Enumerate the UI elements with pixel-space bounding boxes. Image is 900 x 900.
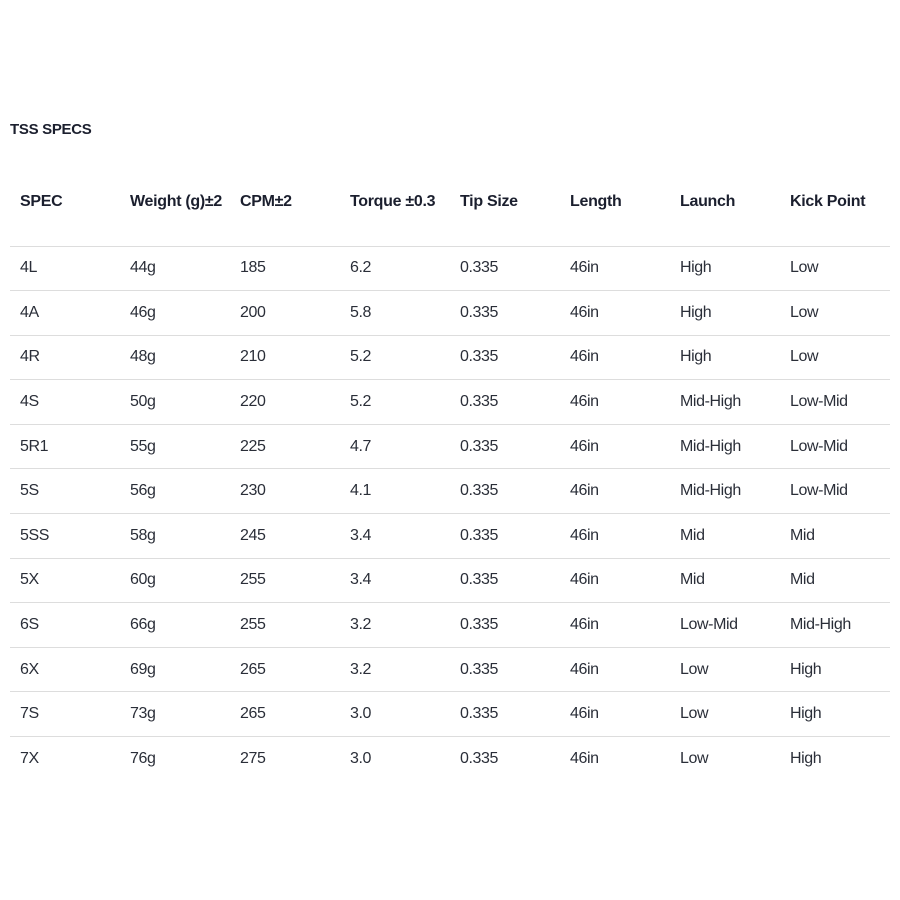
- table-row: [10, 737, 890, 782]
- table-cell: 48g: [120, 335, 230, 380]
- table-cell: 4A: [10, 291, 120, 336]
- table-cell: 225: [230, 424, 340, 469]
- table-header: [10, 178, 890, 246]
- table-cell: 4.1: [340, 469, 450, 514]
- column-header: Kick Point: [780, 178, 890, 246]
- table-cell: 5X: [10, 558, 120, 603]
- table-cell: Mid: [780, 558, 890, 603]
- table-cell: 7S: [10, 692, 120, 737]
- table-cell: 0.335: [450, 246, 560, 291]
- table-cell: Mid-High: [670, 424, 780, 469]
- table-cell: 3.0: [350, 750, 372, 768]
- table-cell: Low: [670, 647, 780, 692]
- table-cell: 0.335: [450, 514, 560, 559]
- column-header: Length: [560, 178, 670, 246]
- table-cell: 44g: [120, 246, 230, 291]
- table-cell: Mid: [780, 514, 890, 559]
- table-cell: Mid-High: [670, 469, 780, 514]
- table-row: [10, 424, 890, 469]
- table-cell: 0.335: [450, 558, 560, 603]
- table-cell: 4L: [10, 246, 120, 291]
- table-row: [10, 603, 890, 648]
- table-cell: 3.4: [340, 558, 450, 603]
- table-cell: 275: [240, 750, 266, 768]
- table-cell: Low-Mid: [780, 424, 890, 469]
- table-cell: High: [790, 750, 822, 768]
- table-cell: 255: [230, 558, 340, 603]
- table-cell: 265: [230, 647, 340, 692]
- table-row: [10, 335, 890, 380]
- table-cell: 60g: [120, 558, 230, 603]
- table-cell: 46in: [560, 692, 670, 737]
- table-cell: 46in: [560, 424, 670, 469]
- table-cell: 185: [230, 246, 340, 291]
- table-cell: 46in: [560, 603, 670, 648]
- table-cell: 230: [230, 469, 340, 514]
- table-cell: 4.7: [340, 424, 450, 469]
- table-cell: 69g: [120, 647, 230, 692]
- column-header: Launch: [670, 178, 780, 246]
- table-cell: 0.335: [450, 469, 560, 514]
- table-cell: 0.335: [450, 335, 560, 380]
- table-row: [10, 291, 890, 336]
- table-body: [10, 246, 890, 781]
- table-cell: 3.2: [340, 603, 450, 648]
- table-cell: High: [670, 246, 780, 291]
- table-cell: 0.335: [450, 380, 560, 425]
- table-cell: 5S: [10, 469, 120, 514]
- table-cell: 5.8: [340, 291, 450, 336]
- table-cell: 6.2: [340, 246, 450, 291]
- column-header: SPEC: [10, 178, 120, 246]
- page-title: TSS SPECS: [10, 121, 92, 138]
- table-cell: 46in: [560, 380, 670, 425]
- table-cell: 46in: [560, 335, 670, 380]
- table-cell: 210: [230, 335, 340, 380]
- table-cell: Low-Mid: [780, 469, 890, 514]
- table-cell: 5R1: [10, 424, 120, 469]
- table-cell: 46in: [570, 750, 599, 768]
- table-cell: 7X: [20, 750, 39, 768]
- table-cell: Mid: [670, 558, 780, 603]
- table-cell: Low: [680, 750, 709, 768]
- table-cell: 66g: [120, 603, 230, 648]
- table-cell: 0.335: [450, 424, 560, 469]
- table-cell: High: [670, 335, 780, 380]
- table-cell: Low: [670, 692, 780, 737]
- table-cell: 200: [230, 291, 340, 336]
- table-cell: 0.335: [450, 603, 560, 648]
- column-header: Weight (g)±2: [120, 178, 230, 246]
- table-cell: Low: [780, 246, 890, 291]
- table-cell: 55g: [120, 424, 230, 469]
- table-cell: 46in: [560, 514, 670, 559]
- table-row: [10, 246, 890, 291]
- table-cell: 220: [230, 380, 340, 425]
- table-cell: 4R: [10, 335, 120, 380]
- column-header: Tip Size: [450, 178, 560, 246]
- table-row: [10, 647, 890, 692]
- table-cell: 6S: [10, 603, 120, 648]
- table-cell: 73g: [120, 692, 230, 737]
- table-cell: 5SS: [10, 514, 120, 559]
- table-cell: 3.0: [340, 692, 450, 737]
- table-cell: 0.335: [460, 750, 499, 768]
- table-cell: 0.335: [450, 291, 560, 336]
- table-cell: 58g: [120, 514, 230, 559]
- table-cell: High: [670, 291, 780, 336]
- table-cell: 0.335: [450, 647, 560, 692]
- table-cell: Low-Mid: [780, 380, 890, 425]
- table-row: [10, 380, 890, 425]
- table-row: [10, 558, 890, 603]
- table-cell: 3.2: [340, 647, 450, 692]
- table-cell: 76g: [130, 750, 156, 768]
- table-cell: 3.4: [340, 514, 450, 559]
- table-cell: Mid-High: [780, 603, 890, 648]
- table-cell: 46in: [560, 291, 670, 336]
- table-cell: 0.335: [450, 692, 560, 737]
- table-cell: 5.2: [340, 380, 450, 425]
- table-cell: 50g: [120, 380, 230, 425]
- table-cell: Low: [780, 335, 890, 380]
- table-row: [10, 469, 890, 514]
- header-row: [10, 178, 890, 246]
- table-cell: Low-Mid: [670, 603, 780, 648]
- table-cell: 46in: [560, 246, 670, 291]
- table-cell: Low: [780, 291, 890, 336]
- table-cell: 46in: [560, 647, 670, 692]
- table-cell: High: [780, 692, 890, 737]
- table-cell: 255: [230, 603, 340, 648]
- table-cell: 6X: [10, 647, 120, 692]
- table-cell: High: [780, 647, 890, 692]
- table-row: [10, 514, 890, 559]
- specs-table: [10, 178, 890, 781]
- table-cell: 46g: [120, 291, 230, 336]
- table-cell: Mid: [670, 514, 780, 559]
- table-cell: 46in: [560, 558, 670, 603]
- table-cell: 4S: [10, 380, 120, 425]
- table-cell: 245: [230, 514, 340, 559]
- column-header: CPM±2: [230, 178, 340, 246]
- table-cell: 5.2: [340, 335, 450, 380]
- table-cell: 265: [230, 692, 340, 737]
- table-cell: 46in: [560, 469, 670, 514]
- table-row: [10, 692, 890, 737]
- table-cell: 56g: [120, 469, 230, 514]
- table-cell: Mid-High: [670, 380, 780, 425]
- column-header: Torque ±0.3: [340, 178, 450, 246]
